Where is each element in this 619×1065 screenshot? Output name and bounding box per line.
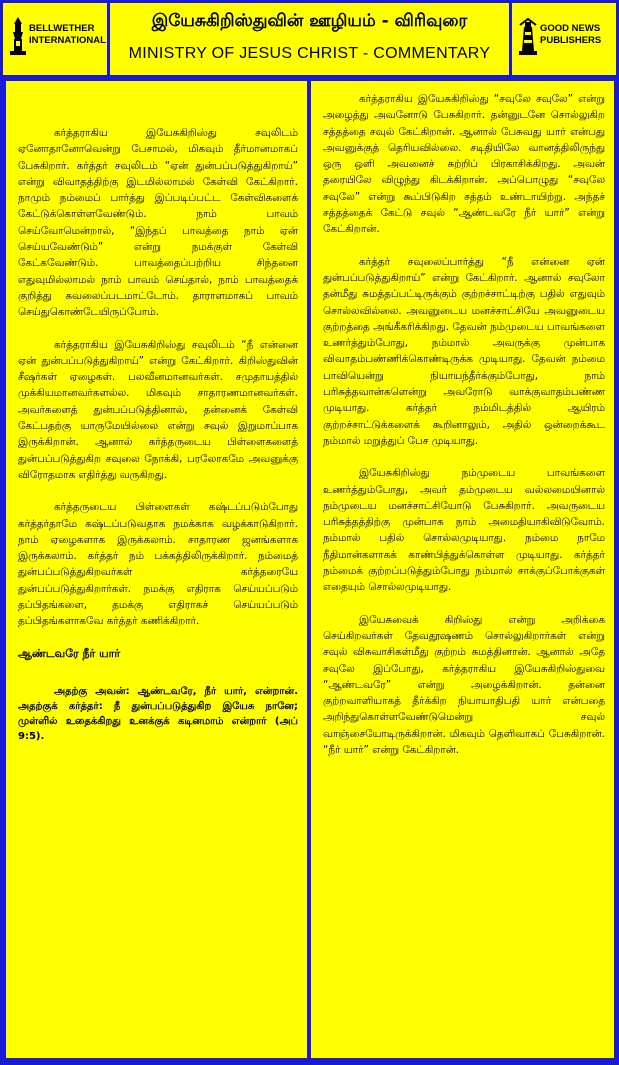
right-logo-line2: PUBLISHERS	[540, 34, 602, 46]
right-logo-panel	[512, 3, 616, 75]
bellwether-logo	[9, 17, 106, 63]
left-paragraph-3: கர்த்தருடைய பிள்ளைகள் கஷ்டப்படும்போது கர்த்தர்தாமே கஷ்டப்படுவதாக நமக்காக வழக்காடுகிறார். நாம் ஏழைகளாக இருக்கலாம். சாதாரண ஜனங்களாக இருக்கலாம். கர்த்தர் நம் பக்கத்திலிருக்கிறார். நம்மைத் துன்பப்படுத்துகிறவர்கள் கர்த்தரையே துன்பப்படுத்துகிறார்கள். நமக்கு எதிராக செய்யப்படும் தப்பிதங்களை, தமக்கு எதிராகச் செய்யப்படும் தப்பிதங்களாகவே கர்த்தர் கணிக்கிறார்.	[18, 501, 298, 628]
section-heading: ஆண்டவரே நீர் யார்	[18, 646, 121, 660]
title-english: MINISTRY OF JESUS CHRIST - COMMENTARY	[128, 45, 491, 62]
left-paragraph-1: கர்த்தராகிய இயேசுகிறிஸ்து சவுலிடம் ஏனோதானோவென்று பேசாமல், மிகவும் தீர்மானமாகப் பேசுகிறார். கர்த்தர் சவுலிடம் “ஏன் துன்பப்படுத்துகிறாய்” என்று விவாதத்திற்கு இடமில்லாமல் கேள்வி கேட்கிறார். நாமும் நம்மைப் பார்த்து இப்படிப்பட்ட கேள்விகளைக் கேட்டுக்கொள்ளவேண்டும். நாம் பாவம் செய்வோமென்றால், “இந்தப் பாவத்தை நாம் ஏன் செய்யவேண்டும்” என்று நமக்குள் கேள்வி கேட்கவேண்டும். பாவத்தைப்பற்றிய சிந்தனை எதுவுமில்லாமல் நாம் பாவம் செய்தால், நாம் பாவத்தைக் குறித்து கவலைப்படமாட்டோம். தாராளமாகப் பாவம் செய்துகொண்டேயிருப்போம்.	[18, 127, 298, 319]
right-paragraph-1: கர்த்தராகிய இயேசுகிறிஸ்து “சவுலே சவுலே” என்று அழைத்து அவனோடு பேசுகிறார். தன்னுடனே சொல்லுகிற சத்தத்தை சவுல் கேட்கிறான். ஆனால் பேசுவது யார் என்பது அவனுக்குத் தெரியவில்லை. சடிதியிலே வானத்திலிருந்து ஒரு ஒளி அவனைச் சுற்றிப் பிரகாசிக்கிறது. அவன் தரையிலே விழுந்து கிடக்கிறான். அப்பொழுது “சவுலே சவுலே” என்று கூப்பிடுகிற சத்தம் உண்டாயிற்று. அந்தச் சத்தத்தைக் கேட்டு சவுல் “ஆண்டவரே நீர் யார்” என்று கேட்கிறான்.	[323, 93, 605, 236]
left-logo-panel	[3, 3, 107, 75]
title-panel	[110, 3, 509, 75]
scripture-verse: அதற்கு அவன்: ஆண்டவரே, நீர் யார், என்றான். அதற்குக் கர்த்தர்: நீ துன்பப்படுத்துகிற இயேசு நானே; முள்ளில் உதைக்கிறது உனக்குக் கடினமாம் என்றார் (அப் 9:5).	[18, 685, 298, 742]
right-paragraph-3: இயேசுகிறிஸ்து நம்முடைய பாவங்களை உணர்த்தும்போது, அவர் தம்முடைய வல்லமையினால் நம்முடைய மனச்சாட்சியோடு பேசுகிறார். அவருடைய பரிசுத்தத்திற்கு முன்பாக நாம் அமைதியாகிவிடுவோம். நம்மால் பதில் சொல்லமுடியாது. நம்மை நாமே நீதிமான்களாகக் காண்பித்துக்கொள்ள முடியாது. கர்த்தர் நம்மைக் குற்றப்படுத்தும்போது நம்மால் சாக்குப்போக்குகள் எதையும் சொல்லமுடியாது.	[323, 467, 605, 594]
left-column	[6, 81, 307, 1058]
title-tamil: இயேசுகிறிஸ்துவின் ஊழியம் - விரிவுரை	[151, 11, 468, 31]
left-paragraph-2: கர்த்தராகிய இயேசுகிறிஸ்து சவுலிடம் “நீ என்னை ஏன் துன்பப்படுத்துகிறாய்” என்று கேட்கிறார். கிறிஸ்துவின் சீஷர்கள் ஏழைகள். பலவீனமானவர்கள். சமுதாயத்தில் முக்கியமானவர்களல்ல. மிகவும் சாதாரணமானவர்கள். அவர்களைத் துன்பப்படுத்தினால், தன்னைக் கேள்வி கேட்பதற்கு யாருமேயில்லை என்று சவுல் இறுமாப்பாக இருக்கிறான். ஆனால் கர்த்தருடைய பிள்ளைகளைத் துன்பப்படுத்துகிற சவுலை நோக்கி, பரலோகமே அவனுக்கு விரோதமாக எதிர்த்து வருகிறது.	[18, 338, 298, 481]
good-news-logo	[518, 17, 612, 63]
lighthouse-icon	[518, 17, 538, 57]
right-paragraph-4: இயேசுவைக் கிறிஸ்து என்று அறிக்கை செய்கிறவர்கள் தேவதூஷணம் சொல்லுகிறார்கள் என்று சவுல் விசுவாசிகள்மீது குற்றம் சுமத்தினான். ஆனால் அதே சவுலே இப்போது, கர்த்தராகிய இயேசுகிறிஸ்துவை “ஆண்டவரே” என்று அழைக்கிறான். தன்னை குற்றவாளியாகத் தீர்க்கிற நியாயாதிபதி யார் என்பதை அறிந்துகொள்ளவேண்டுமென்று சவுல் வாஞ்சையோடிருக்கிறான். மிகவும் தெளிவாகப் பேசுகிறான். “நீர் யார்” என்று கேட்கிறான்.	[323, 613, 605, 756]
bell-tower-icon	[9, 17, 27, 57]
left-logo-line2: INTERNATIONAL	[29, 34, 106, 46]
right-logo-line1: GOOD NEWS	[540, 23, 601, 34]
right-column	[311, 81, 614, 1058]
left-logo-line1: BELLWETHER	[29, 23, 95, 34]
right-paragraph-2: கர்த்தர் சவுலைப்பார்த்து “நீ என்னை ஏன் துன்பப்படுத்துகிறாய்” என்று கேட்கிறார். ஆனால் சவுலோ தன்மீது சுமத்தப்பட்டிருக்கும் குற்றச்சாட்டிற்கு பதில் எதுவும் சொல்லவில்லை. அவனுடைய மனச்சாட்சியே அவனுடைய குற்றத்தை அங்கீகரிக்கிறது. தேவன் நம்முடைய பாவங்களை உணர்த்தும்போது, நம்மால் அவருக்கு முன்பாக விவாதம்பண்ணிக்கொண்டிருக்க முடியாது. தேவன் நம்மை பாவியென்று நியாயந்தீர்க்கும்போது, நாம் பரிசுத்தவான்களென்று அவரோடு வாக்குவாதம்பண்ண முடியாது. கர்த்தர் நம்மிடத்தில் ஆயிரம் குற்றச்சாட்டுக்களைக் கூறினாலும், அதில் ஒன்றைக்கூட நம்மால் மறுத்துப் பேச முடியாது.	[323, 255, 605, 447]
